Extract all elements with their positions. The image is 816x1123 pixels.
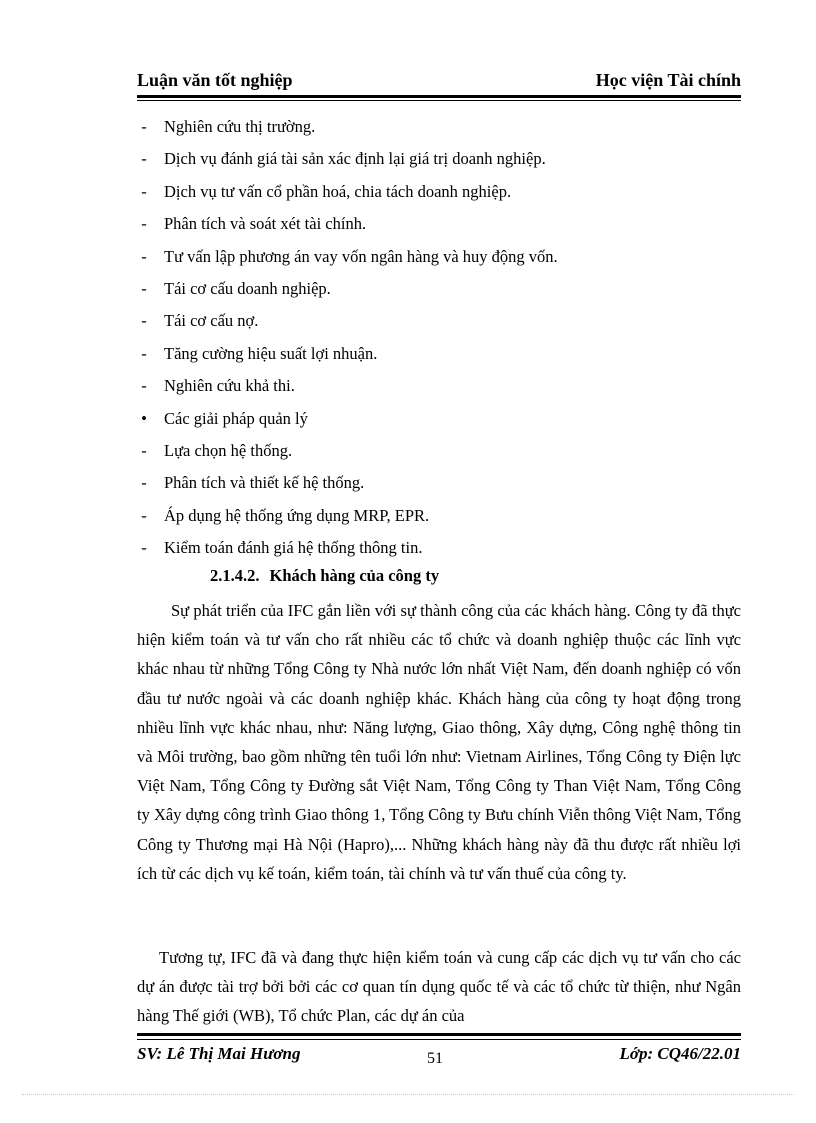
list-item	[137, 145, 741, 177]
list-item-text: Phân tích và thiết kế hệ thống.	[164, 473, 365, 493]
page-header	[137, 70, 741, 94]
list-item-text: Tái cơ cấu doanh nghiệp.	[164, 278, 331, 298]
list-item	[137, 210, 741, 242]
list-marker: -	[141, 214, 147, 234]
list-item	[137, 307, 741, 339]
list-item-text: Tăng cường hiệu suất lợi nhuận.	[164, 343, 378, 363]
list-item	[137, 372, 741, 404]
list-marker: -	[141, 440, 147, 460]
page-number: 51	[427, 1050, 443, 1067]
page-bottom-divider	[22, 1094, 794, 1095]
list-item-text: Tái cơ cấu nợ.	[164, 311, 259, 331]
list-marker: -	[141, 149, 147, 169]
list-item	[137, 437, 741, 469]
footer-rule-thick	[137, 1033, 741, 1036]
list-item	[137, 502, 741, 534]
list-item-text: Kiểm toán đánh giá hệ thống thông tin.	[164, 538, 423, 558]
page-footer	[137, 1044, 741, 1070]
list-item	[137, 178, 741, 210]
service-list	[137, 113, 741, 566]
footer-rule-thin	[137, 1039, 741, 1040]
list-item	[137, 340, 741, 372]
list-marker: -	[141, 505, 147, 525]
section-heading	[210, 566, 439, 586]
footer-student-name: SV: Lê Thị Mai Hương	[137, 1044, 301, 1063]
bullet-marker: •	[141, 408, 147, 428]
footer-class-code: Lớp: CQ46/22.01	[619, 1044, 741, 1063]
list-marker: -	[141, 246, 147, 266]
header-rule-thick	[137, 95, 741, 98]
list-item	[137, 405, 741, 437]
section-title: Khách hàng của công ty	[269, 566, 440, 585]
header-institution: Học viện Tài chính	[595, 70, 741, 90]
body-paragraph: Sự phát triển của IFC gắn liền với sự thành công của các khách hàng. Công ty đã thực hiện kiểm toán và tư vấn cho rất nhiều các tổ chức và doanh nghiệp thuộc các lĩnh vực khác nhau từ những Tổng Công ty Nhà nước lớn nhất Việt Nam, đến doanh nghiệp có vốn đầu tư nước ngoài và các doanh nghiệp khác. Khách hàng của công ty hoạt động trong nhiều lĩnh vực khác nhau, như: Năng lượng, Giao thông, Xây dựng, Công nghệ thông tin và Môi trường, bao gồm những tên tuổi lớn như: Vietnam Airlines, Tổng Công ty Điện lực Việt Nam, Tổng Công ty Đường sắt Việt Nam, Tổng Công ty Than Việt Nam, Tổng Công ty Xây dựng công trình Giao thông 1, Tổng Công ty Bưu chính Viễn thông Việt Nam, Tổng Công ty Thương mại Hà Nội (Hapro),... Những khách hàng này đã thu được rất nhiều lợi ích từ các dịch vụ kế toán, kiểm toán, tài chính và tư vấn thuế của công ty.	[137, 601, 741, 883]
list-item-text: Nghiên cứu thị trường.	[164, 117, 316, 136]
list-item	[137, 113, 741, 145]
list-item	[137, 243, 741, 275]
list-marker: -	[141, 181, 147, 201]
list-item-text: Dịch vụ đánh giá tài sản xác định lại giá trị doanh nghiệp.	[164, 149, 546, 169]
list-item-text: Phân tích và soát xét tài chính.	[164, 214, 367, 234]
header-rule-thin	[137, 100, 741, 101]
list-item-text: Nghiên cứu khả thi.	[164, 376, 295, 396]
section-number: 2.1.4.2.	[210, 566, 260, 585]
list-marker: -	[141, 473, 147, 493]
list-marker: -	[141, 376, 147, 396]
list-item	[137, 469, 741, 501]
list-item-text: Dịch vụ tư vấn cổ phần hoá, chia tách doanh nghiệp.	[164, 181, 512, 201]
list-item	[137, 534, 741, 566]
list-marker: -	[141, 278, 147, 298]
list-item-text: Các giải pháp quản lý	[164, 408, 308, 428]
list-item-text: Tư vấn lập phương án vay vốn ngân hàng và huy động vốn.	[164, 246, 558, 266]
list-item-text: Áp dụng hệ thống ứng dụng MRP, EPR.	[164, 505, 430, 525]
list-item	[137, 275, 741, 307]
list-marker: -	[141, 538, 147, 558]
list-marker: -	[141, 311, 147, 331]
list-item-text: Lựa chọn hệ thống.	[164, 440, 293, 460]
list-marker: -	[141, 117, 147, 136]
header-thesis-title: Luận văn tốt nghiệp	[137, 70, 293, 90]
list-marker: -	[141, 343, 147, 363]
body-paragraph: Tương tự, IFC đã và đang thực hiện kiểm toán và cung cấp các dịch vụ tư vấn cho các dự án được tài trợ bởi bởi các cơ quan tín dụng quốc tế và các tổ chức từ thiện, như Ngân hàng Thế giới (WB), Tổ chức Plan, các dự án của	[137, 948, 741, 1026]
